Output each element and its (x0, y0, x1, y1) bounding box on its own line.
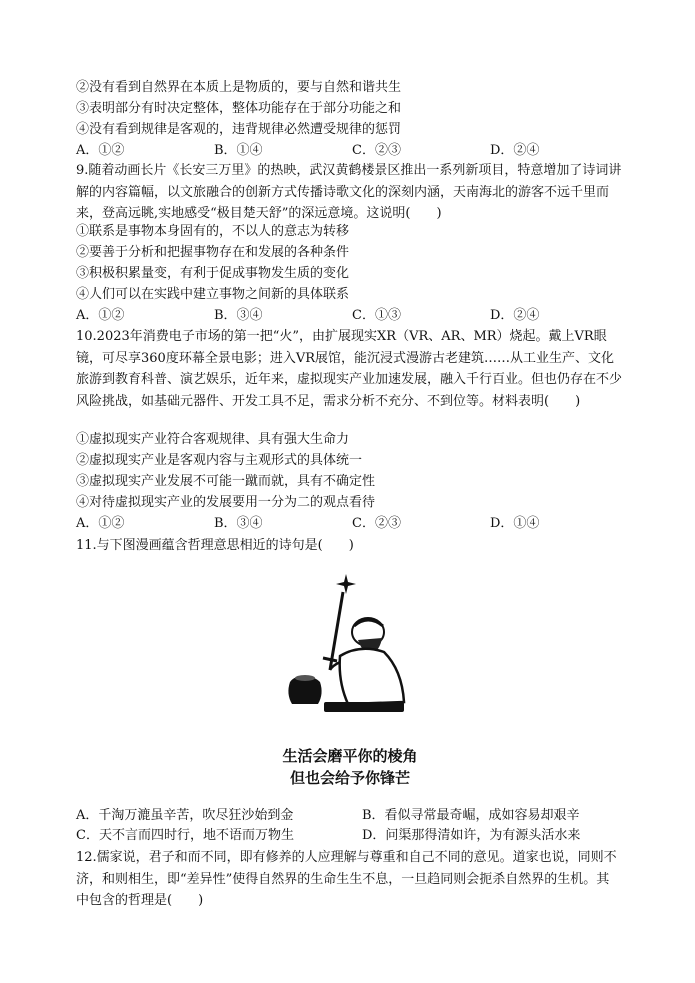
q10-option-d: D．①④ (490, 516, 540, 531)
whetstone (324, 702, 404, 712)
q9-statement-2: ②要善于分析和把握事物存在和发展的各种条件 (76, 245, 350, 260)
q9-statement-3: ③积极积累量变，有利于促成事物发生质的变化 (76, 266, 350, 281)
q11-option-d: D．问渠那得清如许，为有源头活水来 (362, 828, 581, 843)
jar-mouth (295, 675, 315, 681)
cartoon-illustration (280, 570, 415, 720)
q10-stem: 10.2023年消费电子市场的第一把“火”，由扩展现实XR（VR、AR、MR）烧起。戴上VR眼镜，可尽享360度环幕全景电影；进入VR展馆，能沉浸式漫游古老建筑……从工业生产、文化旅游到教育科普、演艺娱乐，近年来，虚拟现实产业加速发展，融入千行百业。但也仍存在不少风险挑战，如基础元器件、开发工具不足，需求分析不充分、不到位等。材料表明( ) (76, 329, 623, 409)
q11-stem: 11.与下图漫画蕴含哲理意思相近的诗句是( ) (76, 538, 354, 553)
cartoon-caption-line-2: 但也会给予你锋芒 (289, 769, 410, 787)
cartoon-caption-line-1: 生活会磨平你的棱角 (282, 747, 418, 765)
sword-guard (323, 658, 337, 661)
q9-option-a: A．①② (76, 308, 125, 323)
q9-stem: 9.随着动画长片《长安三万里》的热映，武汉黄鹤楼景区推出一系列新项目，特意增加了诗词讲解的内容篇幅，以文旅融合的创新方式传播诗歌文化的深刻内涵，天南海北的游客不远千里而来，登高远眺,实地感受“极目楚天舒”的深远意境。这说明( ) (76, 163, 622, 221)
q10-statement-3: ③虚拟现实产业发展不可能一蹴而就，具有不确定性 (76, 474, 376, 489)
q10-statement-4: ④对待虚拟现实产业的发展要用一分为二的观点看待 (76, 495, 376, 510)
q9-statement-4: ④人们可以在实践中建立事物之间新的具体联系 (76, 287, 350, 302)
man-robe (340, 649, 404, 704)
prev-option-c: C．②③ (352, 143, 401, 158)
q10-statement-2: ②虚拟现实产业是客观内容与主观形式的具体统一 (76, 453, 363, 468)
sparkle-icon (336, 574, 356, 594)
prev-option-a: A．①② (76, 143, 125, 158)
q11-option-b: B．看似寻常最奇崛，成如容易却艰辛 (362, 808, 580, 823)
q9-option-d: D．②④ (490, 308, 540, 323)
q10-statement-1: ①虚拟现实产业符合客观规律、具有强大生命力 (76, 432, 350, 447)
prev-statement-2: ②没有看到自然界在本质上是物质的，要与自然和谐共生 (76, 80, 402, 95)
prev-option-d: D．②④ (490, 143, 540, 158)
q10-option-b: B．③④ (214, 516, 263, 531)
prev-statement-3: ③表明部分有时决定整体，整体功能存在于部分功能之和 (76, 101, 402, 116)
q9-option-b: B．③④ (214, 308, 263, 323)
prev-option-b: B．①④ (214, 143, 263, 158)
q11-option-a: A．千淘万漉虽辛苦，吹尽狂沙始到金 (76, 808, 294, 823)
q9-option-c: C．①③ (352, 308, 401, 323)
q9-statement-1: ①联系是事物本身固有的，不以人的意志为转移 (76, 224, 350, 239)
q10-option-c: C．②③ (352, 516, 401, 531)
q10-option-a: A．①② (76, 516, 125, 531)
prev-statement-4: ④没有看到规律是客观的，违背规律必然遭受规律的惩罚 (76, 122, 402, 137)
q11-option-c: C．天不言而四时行，地不语而万物生 (76, 828, 294, 843)
q12-stem: 12.儒家说，君子和而不同，即有修养的人应理解与尊重和自己不同的意见。道家也说，同则不济，和则相生，即“差异性”使得自然界的生命生生不息，一旦趋同则会扼杀自然界的生机。其中包含的哲理是( ) (76, 850, 617, 908)
